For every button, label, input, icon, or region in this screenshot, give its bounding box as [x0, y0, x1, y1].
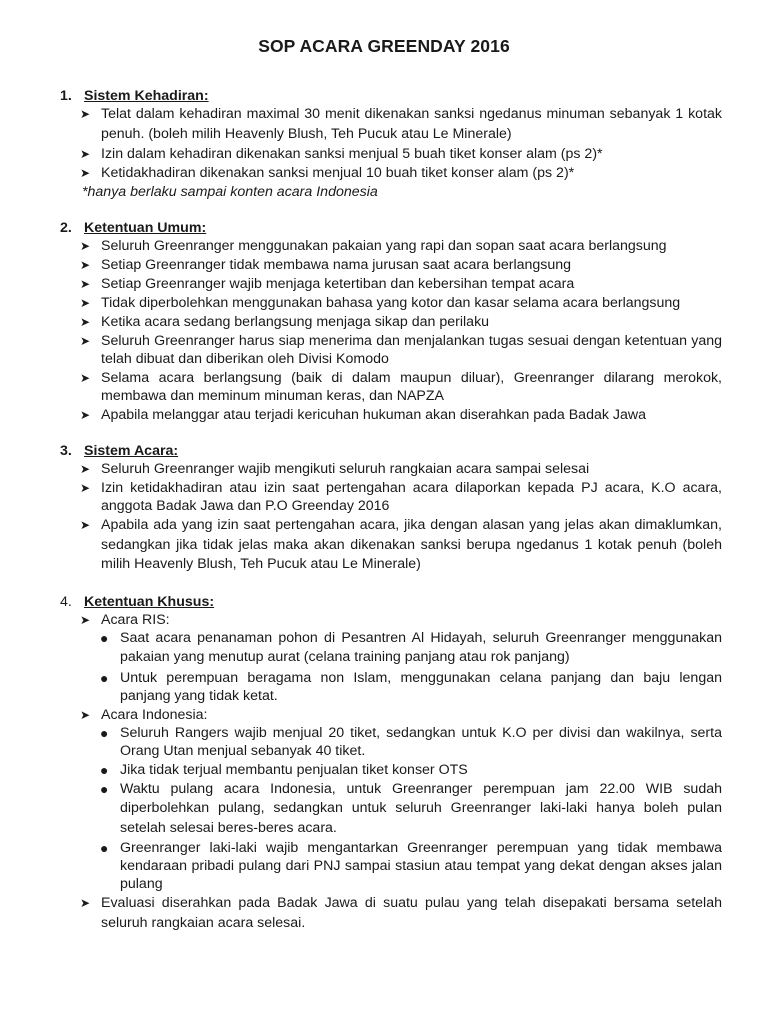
list-item: ➤ Selama acara berlangsung (baik di dalam maupun diluar), Greenranger dilarang merokok, membawa dan meminum minuman keras, dan NAPZA — [80, 370, 722, 404]
bullet-dot-icon: ● — [100, 761, 109, 778]
arrow-bullet-icon: ➤ — [80, 462, 91, 476]
footnote: *hanya berlaku sampai konten acara Indonesia — [82, 184, 378, 200]
bullet-item: ● Seluruh Rangers wajib menjual 20 tiket, sedangkan untuk K.O per divisi dan wakilnya, serta Orang Utan menjual sebanyak 40 tiket. — [100, 724, 722, 759]
arrow-bullet-icon: ➤ — [80, 707, 91, 722]
list-item: ➤ Telat dalam kehadiran maximal 30 menit dikenakan sanksi ngedanus minuman sebanyak 1 kotak penuh. (boleh milih Heavenly Blush, Teh Pucuk atau Le Minerale) — [80, 106, 722, 142]
bullet-dot-icon: ● — [100, 669, 109, 686]
bullet-item: ● Saat acara penanaman pohon di Pesantren Al Hidayah, seluruh Greenranger menggunakan pakaian yang menutup aurat (celana training panjang atau rok panjang) — [100, 629, 722, 665]
section-number: 3. — [60, 443, 72, 459]
bullet-dot-icon: ● — [100, 724, 109, 741]
bullet-dot-icon: ● — [100, 780, 109, 797]
arrow-bullet-icon: ➤ — [80, 239, 91, 253]
list-item: ➤ Izin dalam kehadiran dikenakan sanksi menjual 5 buah tiket konser alam (ps 2)* — [80, 146, 603, 162]
list-item: ➤ Seluruh Greenranger menggunakan pakaian yang rapi dan sopan saat acara berlangsung — [80, 238, 667, 254]
section-title: Ketentuan Khusus: — [84, 593, 215, 610]
arrow-bullet-icon: ➤ — [80, 147, 91, 161]
section-heading — [60, 593, 722, 611]
section-title: Sistem Acara: — [84, 443, 179, 459]
arrow-bullet-icon: ➤ — [80, 408, 91, 422]
list-item: ➤ Tidak diperbolehkan menggunakan bahasa yang kotor dan kasar selama acara berlangsung — [80, 295, 681, 311]
arrow-bullet-icon: ➤ — [80, 107, 91, 121]
list-item: ➤ Ketidakhadiran dikenakan sanksi menjual 10 buah tiket konser alam (ps 2)* — [80, 165, 575, 181]
arrow-bullet-icon: ➤ — [80, 277, 91, 291]
list-item: ➤ Setiap Greenranger tidak membawa nama jurusan saat acara berlangsung — [80, 257, 572, 273]
subsection-acara-indonesia: ➤ Acara Indonesia: — [80, 706, 208, 723]
arrow-bullet-icon: ➤ — [80, 896, 91, 910]
list-item: ➤ Seluruh Greenranger wajib mengikuti seluruh rangkaian acara sampai selesai — [80, 461, 590, 477]
bullet-list — [60, 629, 722, 705]
section-sistem-acara — [60, 442, 722, 575]
section-heading — [60, 87, 722, 105]
section-heading — [60, 442, 722, 460]
bullet-item: ● Waktu pulang acara Indonesia, untuk Greenranger perempuan jam 22.00 WIB sudah diperbolehkan pulang, sedangkan untuk seluruh Greenranger laki-laki hanya boleh pulan setelah selesai beres-beres acara. — [100, 780, 722, 836]
section-title: Sistem Kehadiran: — [84, 88, 209, 104]
arrow-bullet-icon: ➤ — [80, 518, 91, 532]
arrow-bullet-icon: ➤ — [80, 371, 91, 385]
sections — [60, 87, 722, 951]
item-list — [60, 105, 722, 182]
section-sistem-kehadiran — [60, 87, 722, 201]
section-title: Ketentuan Umum: — [84, 220, 207, 236]
document-title: SOP ACARA GREENDAY 2016 — [258, 36, 510, 56]
arrow-bullet-icon: ➤ — [80, 166, 91, 180]
item-list — [60, 460, 722, 575]
bullet-item: ● Jika tidak terjual membantu penjualan tiket konser OTS — [100, 761, 468, 778]
item-list — [60, 237, 722, 424]
subsection-acara-ris: ➤ Acara RIS: — [80, 611, 170, 628]
section-number: 1. — [60, 88, 72, 104]
arrow-bullet-icon: ➤ — [80, 334, 91, 348]
arrow-bullet-icon: ➤ — [80, 481, 91, 495]
section-ketentuan-umum — [60, 219, 722, 424]
section-number: 2. — [60, 220, 72, 236]
arrow-bullet-icon: ➤ — [80, 612, 91, 627]
bullet-dot-icon: ● — [100, 840, 109, 856]
bullet-dot-icon: ● — [100, 629, 109, 646]
bullet-item: ● Untuk perempuan beragama non Islam, menggunakan celana panjang dan baju lengan panjang yang tidak ketat. — [100, 669, 722, 704]
list-item: ➤ Apabila melanggar atau terjadi kericuhan hukuman akan diserahkan pada Badak Jawa — [80, 407, 646, 423]
list-item: ➤ Seluruh Greenranger harus siap menerima dan menjalankan tugas sesuai dengan ketentuan yang telah dibuat dan diberikan oleh Divisi Komodo — [80, 333, 722, 367]
list-item: ➤ Izin ketidakhadiran atau izin saat pertengahan acara dilaporkan kepada PJ acara, K.O acara, anggota Badak Jawa dan P.O Greenday 2016 — [80, 480, 722, 514]
section-number: 4. — [60, 593, 72, 610]
section-heading — [60, 219, 722, 237]
arrow-bullet-icon: ➤ — [80, 315, 91, 329]
bullet-item: ● Greenranger laki-laki wajib mengantarkan Greenranger perempuan yang tidak membawa kendaraan pribadi pulang dari PNJ sampai stasiun atau tempat yang dekat dengan akses jalan pulang — [100, 840, 722, 892]
bullet-list — [60, 724, 722, 894]
section-ketentuan-khusus — [60, 593, 722, 934]
arrow-bullet-icon: ➤ — [80, 296, 91, 310]
closing-item: ➤ Evaluasi diserahkan pada Badak Jawa di suatu pulau yang telah disepakati bersama setelah seluruh rangkaian acara selesai. — [80, 895, 722, 931]
list-item: ➤ Ketika acara sedang berlangsung menjaga sikap dan perilaku — [80, 314, 490, 330]
list-item: ➤ Apabila ada yang izin saat pertengahan acara, jika dengan alasan yang jelas akan dimaklumkan, sedangkan jika tidak jelas maka akan dikenakan sanksi berupa ngedanus 1 kotak penuh (boleh milih Heavenly Blush, Teh Pucuk atau Le Minerale) — [80, 517, 722, 572]
list-item: ➤ Setiap Greenranger wajib menjaga ketertiban dan kebersihan tempat acara — [80, 276, 575, 292]
arrow-bullet-icon: ➤ — [80, 258, 91, 272]
